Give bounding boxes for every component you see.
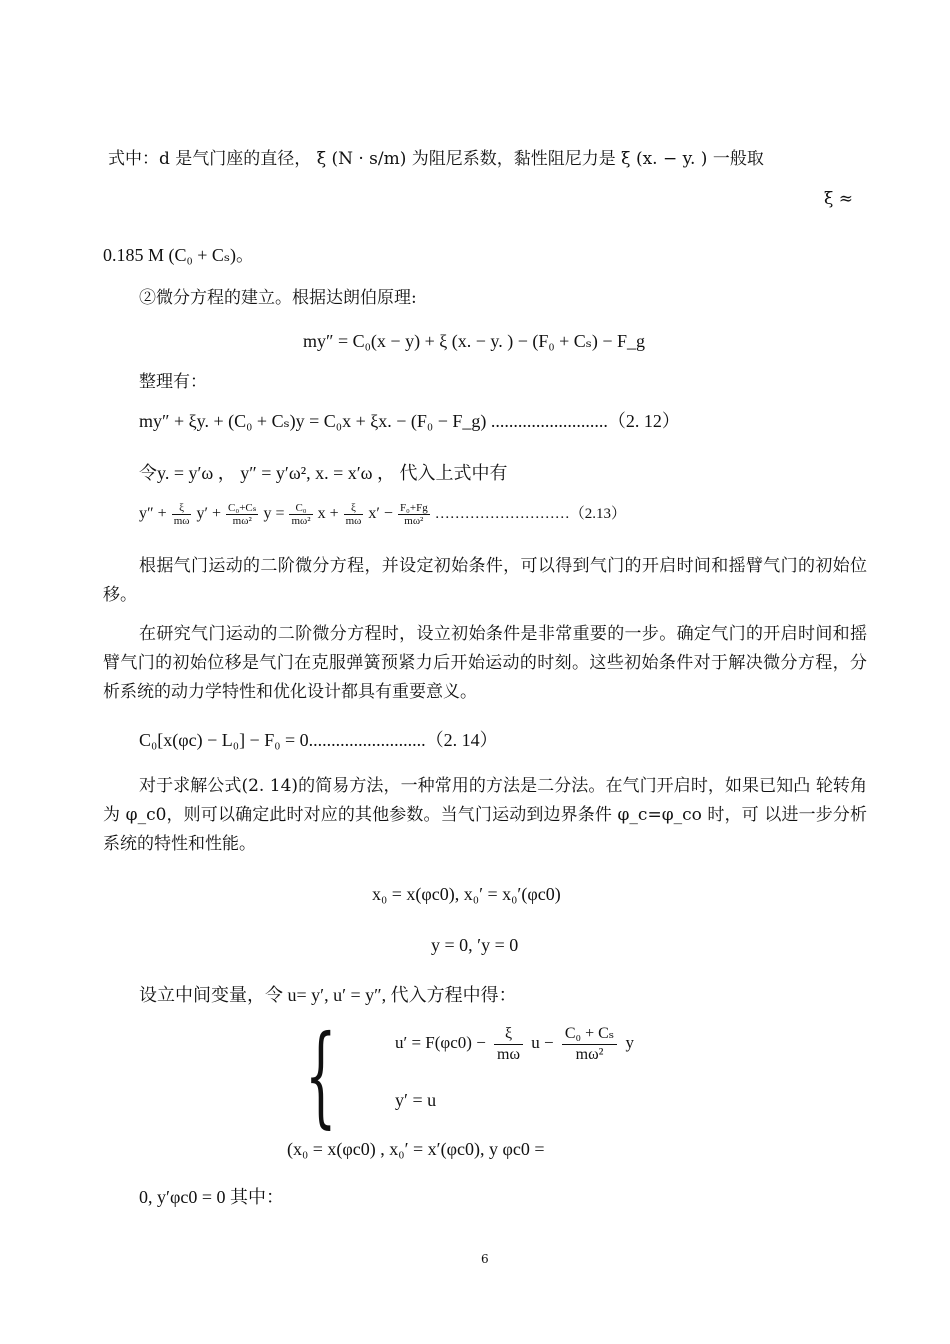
frac-xi-over-m-omega-2: $\frac{\xi}{m\omega}$ (345, 501, 362, 527)
text-line-2: 0.185 M (C₀ + Cₛ)。 (103, 245, 254, 265)
text-line-6: 设立中间变量，令 u= y′, u′ = y″, 代入方程中得： (139, 985, 517, 1005)
initial-condition-3: (x₀ = x(φc0) , x₀′ = x′(φc0), y φc0 = (287, 1139, 545, 1159)
text-line-4: 整理有： (139, 372, 207, 392)
paragraph-3: 对于求解公式(2. 14)的简易方法，一种常用的方法是二分法。在气门开启时，如果已知凸 轮转角为 φ_c0，则可以确定此时对应的其他参数。当气门运动到边界条件 φ_c=φ_co 时，可 以进一步分析系统的特性和性能。 (103, 776, 867, 854)
text-line-3: ②微分方程的建立。根据达朗伯原理: (139, 288, 417, 308)
sys-frac-c: $\frac{\text{C₀ + Cₛ}}{\text{mω²}}$ (562, 1024, 617, 1065)
frac-c0-over-m-omega2: $\frac{\text{C₀}}{\text{mω²}}$ (291, 501, 311, 527)
frac-c-over-m-omega2: $\frac{\text{C₀+Cₛ}}{\text{mω²}}$ (228, 501, 257, 527)
equation-2-13: y″ + $\frac{\xi}{m\omega}$ y′ + $\frac{\text{C₀+Cₛ}}{\text{mω²}}$ y = $\frac{\text{C₀}}{\text{mω²}}$ x + $\frac{\xi}{m\omega}$ x′ − $\frac{\text{F₀+Fg}}{\text{mω²}}$ ………………………（2.13） (139, 501, 626, 527)
equation-2-12: my″ + ξy. + (C₀ + Cₛ)y = C₀x + ξx. − (F₀ − F_g) ..........................（2. 12） (139, 411, 680, 431)
frac-f-over-m-omega2: $\frac{\text{F₀+Fg}}{\text{mω²}}$ (399, 501, 428, 527)
text-line-1: 式中：d 是气门座的直径， ξ (N · s/m) 为阻尼系数，黏性阻尼力是 ξ (x. − y. ) 一般取 (108, 149, 764, 169)
system-equation-2: y′ = u (395, 1090, 437, 1110)
frac-xi-over-m-omega: $\frac{\xi}{m\omega}$ (173, 501, 190, 527)
initial-condition-1: x₀ = x(φc0), x₀′ = x₀′(φc0) (372, 884, 561, 904)
paragraph-2: 在研究气门运动的二阶微分方程时，设立初始条件是非常重要的一步。确定气门的开启时间和摇臂气门的初始位移是气门在克服弹簧预紧力后开始运动的时刻。这些初始条件对于解决微分方程，分析系统的动力学特性和优化设计都具有重要意义。 (103, 624, 867, 702)
equation-2-14: C₀[x(φc) − L₀] − F₀ = 0..........................（2. 14） (139, 730, 498, 750)
paragraph-1: 根据气门运动的二阶微分方程，并设定初始条件，可以得到气门的开启时间和摇臂气门的初始位移。 (103, 556, 867, 605)
sys-frac-xi: $\frac{\xi}{m\omega}$ (494, 1024, 523, 1065)
text-line-1b: ξ ≈ (824, 189, 854, 209)
initial-condition-2: y = 0, ′y = 0 (431, 935, 519, 955)
initial-condition-4: 0, y′φc0 = 0 其中： (139, 1187, 284, 1207)
page-number: 6 (481, 1252, 489, 1266)
text-line-5: 令y. = y′ω ， y″ = y′ω², x. = x′ω ， 代入上式中有 (139, 463, 508, 483)
system-equation-1: u′ = F(φc0) − $\frac{\xi}{m\omega}$ u − $\frac{\text{C₀ + Cₛ}}{\text{mω²}}$ y (395, 1024, 634, 1063)
equation-dalembert: my″ = C₀(x − y) + ξ (x. − y. ) − (F₀ + Cₛ) − F_g (303, 331, 646, 351)
left-brace: { (305, 1011, 337, 1139)
